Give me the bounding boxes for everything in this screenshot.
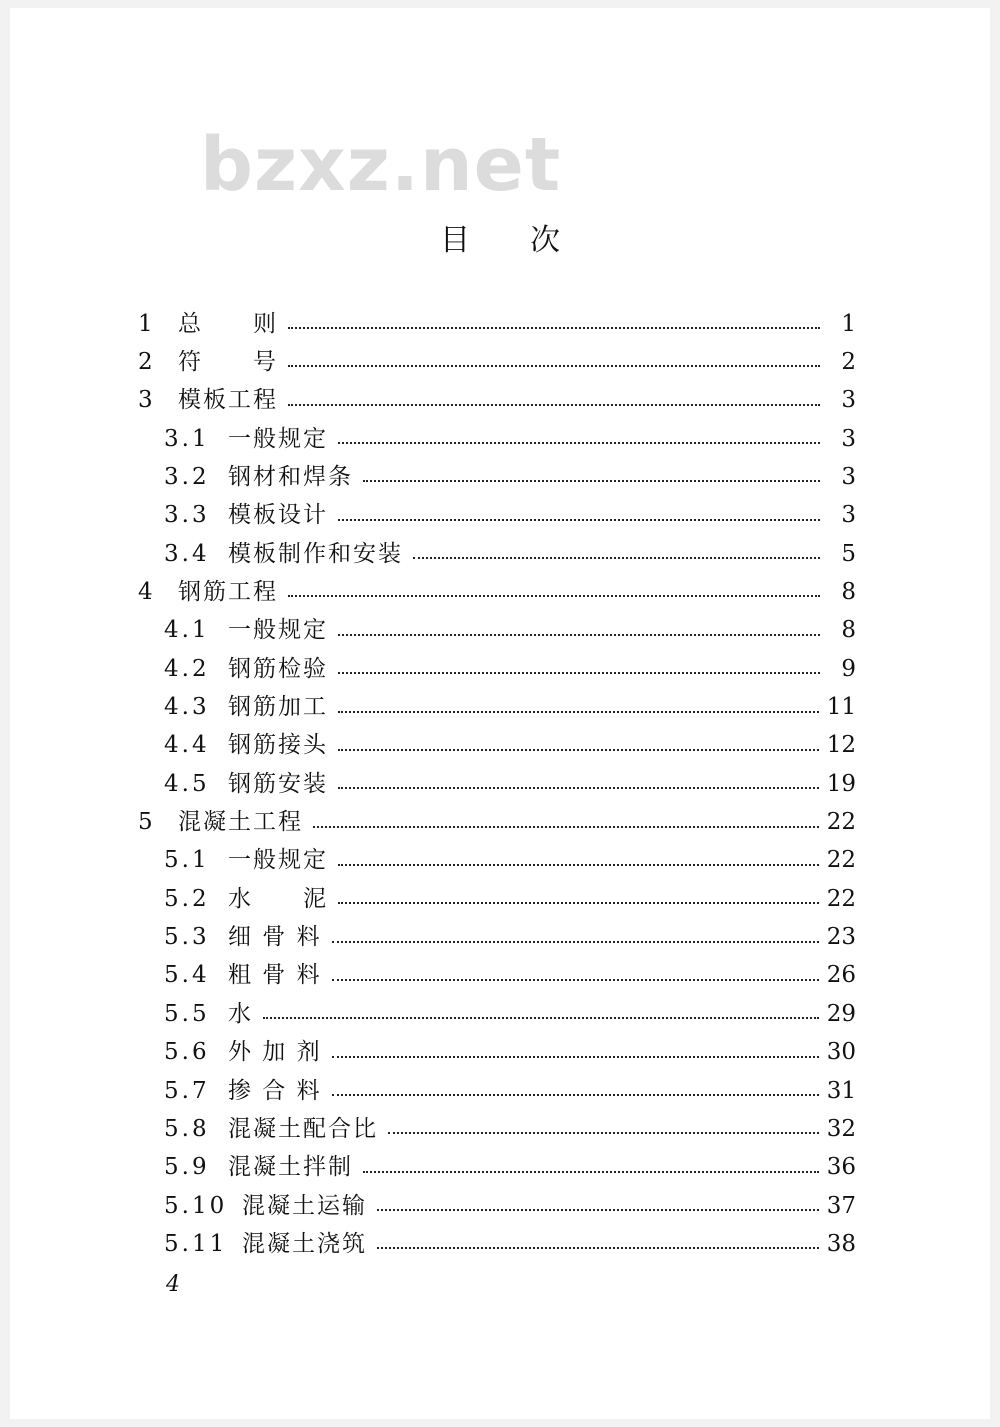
toc-entry-page: 22 xyxy=(826,847,856,874)
toc-entry-number: 5.9 xyxy=(164,1154,210,1181)
dot-leader xyxy=(332,1094,819,1096)
toc-entry-label: 混凝土工程 xyxy=(178,809,303,836)
toc-entry-label: 一般规定 xyxy=(228,847,328,874)
toc-entry xyxy=(164,1072,856,1110)
toc-entry-number: 5.5 xyxy=(164,1000,210,1027)
toc-entry-number: 3.1 xyxy=(164,425,210,452)
dot-leader xyxy=(338,634,820,636)
page-number: 4 xyxy=(166,1272,180,1297)
toc-entry-page: 3 xyxy=(841,502,856,529)
toc-entry-number: 5.3 xyxy=(164,924,210,951)
toc-entry xyxy=(164,957,856,995)
toc-entry-label: 钢材和焊条 xyxy=(228,463,353,490)
toc-entry xyxy=(164,650,856,688)
toc-entry xyxy=(138,573,856,611)
toc-entry xyxy=(164,458,856,496)
toc-entry-page: 3 xyxy=(841,463,856,490)
dot-leader xyxy=(332,941,819,943)
toc-entry-label: 模板制作和安装 xyxy=(228,540,403,567)
toc-entry-label: 混凝土浇筑 xyxy=(242,1230,367,1257)
toc-entry-number: 3.3 xyxy=(164,502,210,529)
toc-entry xyxy=(138,382,856,420)
toc-entry-page: 5 xyxy=(841,540,856,567)
toc-entry-label: 一般规定 xyxy=(228,425,328,452)
toc-entry-label: 水 xyxy=(228,1000,253,1027)
toc-entry-number: 5.10 xyxy=(164,1192,228,1219)
toc-entry-page: 29 xyxy=(826,1000,856,1027)
toc-entry-page: 8 xyxy=(841,617,856,644)
toc-entry-page: 38 xyxy=(826,1230,856,1257)
toc-entry-page: 31 xyxy=(826,1077,856,1104)
toc-entry xyxy=(164,1187,856,1225)
toc-entry-page: 8 xyxy=(841,578,856,605)
toc-entry-page: 36 xyxy=(826,1154,856,1181)
dot-leader xyxy=(377,1209,819,1211)
toc-entry-label: 一般规定 xyxy=(228,617,328,644)
toc-entry-label: 总 则 xyxy=(178,310,278,337)
dot-leader xyxy=(288,404,820,406)
toc-entry-page: 1 xyxy=(841,310,856,337)
toc-entry-label: 掺 合 料 xyxy=(228,1077,322,1104)
dot-leader xyxy=(413,557,820,559)
toc-entry-number: 3.2 xyxy=(164,463,210,490)
toc-entry xyxy=(138,305,856,343)
toc-entry xyxy=(164,535,856,573)
toc-entry-page: 11 xyxy=(826,694,856,720)
toc-entry xyxy=(164,995,856,1033)
watermark: bzxz.net xyxy=(200,122,562,208)
toc-entry-page: 2 xyxy=(841,348,856,375)
dot-leader xyxy=(338,864,819,866)
dot-leader xyxy=(338,787,819,789)
dot-leader xyxy=(338,902,819,904)
toc-entry-number: 5.1 xyxy=(164,847,210,874)
dot-leader xyxy=(363,480,820,482)
dot-leader xyxy=(338,519,820,521)
toc-entry-page: 12 xyxy=(826,732,856,759)
toc-entry xyxy=(164,497,856,535)
toc-entry-label: 钢筋检验 xyxy=(228,655,328,682)
dot-leader xyxy=(288,327,820,329)
toc-entry-number: 5 xyxy=(138,809,156,836)
toc-entry-number: 5.6 xyxy=(164,1039,210,1066)
toc-entry-label: 混凝土配合比 xyxy=(228,1115,378,1142)
dot-leader xyxy=(388,1132,819,1134)
toc-entry-page: 3 xyxy=(841,425,856,452)
toc-entry-number: 1 xyxy=(138,310,156,337)
toc-entry-number: 5.7 xyxy=(164,1077,210,1104)
toc-entry-number: 4.2 xyxy=(164,655,210,682)
toc-entry xyxy=(138,804,856,842)
dot-leader xyxy=(288,595,820,597)
dot-leader xyxy=(332,979,819,981)
toc-entry xyxy=(164,880,856,918)
toc-entry-page: 22 xyxy=(826,809,856,836)
toc-entry-number: 4.3 xyxy=(164,694,210,720)
toc-entry-label: 混凝土运输 xyxy=(242,1192,367,1219)
toc-entry-number: 5.2 xyxy=(164,885,210,912)
dot-leader xyxy=(338,672,820,674)
toc-entry-page: 37 xyxy=(826,1192,856,1219)
toc-entry-label: 混凝土拌制 xyxy=(228,1154,353,1181)
toc-entry xyxy=(164,689,856,727)
toc-entry xyxy=(164,1110,856,1148)
toc-entry-number: 3 xyxy=(138,387,156,414)
toc-entry-page: 19 xyxy=(826,770,856,797)
toc-entry xyxy=(164,765,856,803)
toc-entry xyxy=(164,919,856,957)
toc-entry-label: 符 号 xyxy=(178,348,278,375)
toc-entry-label: 钢筋加工 xyxy=(228,694,328,720)
dot-leader xyxy=(338,749,819,751)
toc-entry-label: 模板工程 xyxy=(178,387,278,414)
toc-entry-page: 3 xyxy=(841,387,856,414)
toc-entry-label: 外 加 剂 xyxy=(228,1039,322,1066)
toc-entry-number: 5.11 xyxy=(164,1230,228,1257)
toc-entry xyxy=(138,343,856,381)
toc-entry xyxy=(164,420,856,458)
toc-entry xyxy=(164,1149,856,1187)
toc-entry-page: 9 xyxy=(841,655,856,682)
dot-leader xyxy=(363,1171,819,1173)
toc-entry xyxy=(164,727,856,765)
dot-leader xyxy=(377,1247,819,1249)
toc-entry-number: 5.4 xyxy=(164,962,210,989)
toc-entry xyxy=(164,612,856,650)
toc-entry-page: 32 xyxy=(826,1115,856,1142)
toc-entry-label: 粗 骨 料 xyxy=(228,962,322,989)
dot-leader xyxy=(288,365,820,367)
toc-entry xyxy=(164,1225,856,1263)
toc-entry-page: 30 xyxy=(826,1039,856,1066)
toc-entry xyxy=(164,842,856,880)
toc-entry-number: 4.1 xyxy=(164,617,210,644)
toc-entry xyxy=(164,1034,856,1072)
dot-leader xyxy=(338,442,820,444)
dot-leader xyxy=(332,1056,819,1058)
toc-entry-label: 钢筋接头 xyxy=(228,732,328,759)
toc-entry-number: 5.8 xyxy=(164,1115,210,1142)
toc-entry-number: 3.4 xyxy=(164,540,210,567)
toc-entry-label: 细 骨 料 xyxy=(228,924,322,951)
toc-entry-label: 钢筋工程 xyxy=(178,578,278,605)
toc-entry-page: 23 xyxy=(826,924,856,951)
toc-entry-number: 2 xyxy=(138,348,156,375)
toc-entry-number: 4.5 xyxy=(164,770,210,797)
toc-entry-page: 26 xyxy=(826,962,856,989)
toc-entry-number: 4 xyxy=(138,578,156,605)
toc-entry-label: 钢筋安装 xyxy=(228,770,328,797)
page-title: 目次 xyxy=(440,223,620,258)
dot-leader xyxy=(338,711,819,713)
toc-entry-label: 模板设计 xyxy=(228,502,328,529)
toc-entry-number: 4.4 xyxy=(164,732,210,759)
toc-entry-label: 水 泥 xyxy=(228,885,328,912)
dot-leader xyxy=(263,1017,819,1019)
toc-entry-page: 22 xyxy=(826,885,856,912)
dot-leader xyxy=(313,826,819,828)
